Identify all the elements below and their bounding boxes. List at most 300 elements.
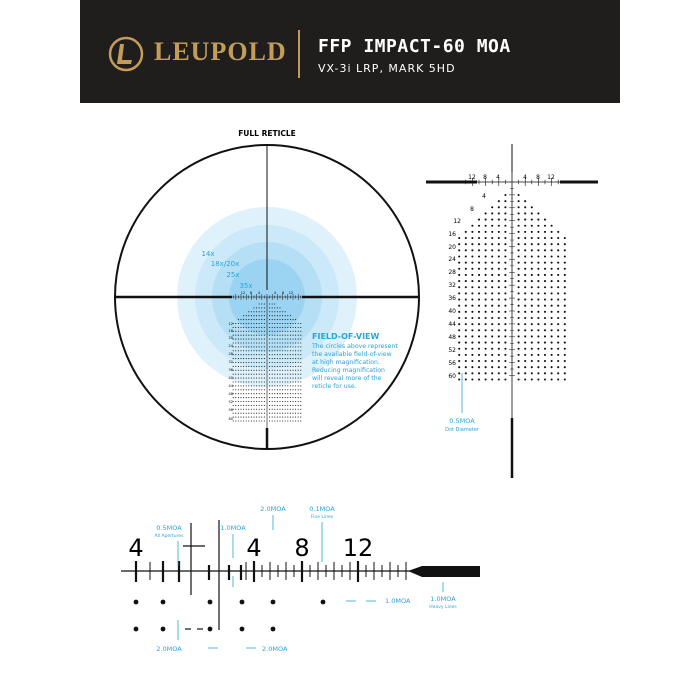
closeup-dot bbox=[271, 627, 276, 632]
mini-dot bbox=[279, 362, 280, 363]
mini-dot bbox=[253, 374, 254, 375]
detail-dot bbox=[518, 317, 520, 319]
mini-dot bbox=[282, 393, 283, 394]
mini-dot bbox=[235, 413, 236, 414]
mini-dot bbox=[298, 405, 299, 406]
mini-dot bbox=[269, 366, 270, 367]
mini-dot bbox=[274, 389, 275, 390]
detail-dot bbox=[504, 342, 506, 344]
detail-dot bbox=[564, 286, 566, 288]
detail-dot bbox=[544, 378, 546, 380]
detail-dot bbox=[458, 311, 460, 313]
mini-dot bbox=[274, 405, 275, 406]
mini-dot bbox=[251, 409, 252, 410]
mini-dot bbox=[292, 374, 293, 375]
mini-dot bbox=[240, 327, 241, 328]
mini-dot bbox=[295, 389, 296, 390]
mini-dot bbox=[238, 417, 239, 418]
mini-dot bbox=[290, 323, 291, 324]
detail-dot bbox=[531, 255, 533, 257]
mini-dot bbox=[238, 389, 239, 390]
mini-dot bbox=[259, 303, 260, 304]
mini-dot bbox=[246, 413, 247, 414]
fov-body bbox=[311, 343, 398, 390]
mini-dot bbox=[253, 405, 254, 406]
mini-dot bbox=[256, 409, 257, 410]
mini-dot bbox=[248, 350, 249, 351]
detail-dot bbox=[557, 268, 559, 270]
mini-dot bbox=[279, 354, 280, 355]
mini-dot bbox=[282, 346, 283, 347]
mini-dot bbox=[253, 378, 254, 379]
mini-dot bbox=[295, 397, 296, 398]
detail-dot bbox=[551, 348, 553, 350]
mini-dot bbox=[248, 413, 249, 414]
mini-dot bbox=[259, 319, 260, 320]
mini-dot bbox=[282, 374, 283, 375]
mini-dot bbox=[264, 420, 265, 421]
mini-dot bbox=[261, 323, 262, 324]
mini-dot bbox=[261, 358, 262, 359]
detail-dot bbox=[537, 280, 539, 282]
mini-dot bbox=[248, 346, 249, 347]
detail-dot bbox=[564, 317, 566, 319]
mini-dot bbox=[269, 307, 270, 308]
detail-dot bbox=[478, 243, 480, 245]
mini-dot bbox=[292, 339, 293, 340]
detail-dot bbox=[478, 280, 480, 282]
detail-dot bbox=[544, 280, 546, 282]
mini-dot bbox=[256, 374, 257, 375]
detail-dot bbox=[544, 372, 546, 374]
detail-dot bbox=[564, 366, 566, 368]
mini-dot bbox=[243, 401, 244, 402]
mini-dot bbox=[279, 409, 280, 410]
mini-left-label: 12 bbox=[228, 322, 233, 326]
full-reticle-title: FULL RETICLE bbox=[238, 129, 296, 138]
mini-dot bbox=[264, 409, 265, 410]
mini-dot bbox=[292, 420, 293, 421]
mini-dot bbox=[287, 354, 288, 355]
detail-dot bbox=[491, 348, 493, 350]
mini-dot bbox=[253, 350, 254, 351]
mini-dot bbox=[277, 405, 278, 406]
mini-dot bbox=[298, 366, 299, 367]
mini-dot bbox=[282, 327, 283, 328]
mini-dot bbox=[233, 385, 234, 386]
detail-dot bbox=[518, 280, 520, 282]
detail-dot bbox=[471, 262, 473, 264]
mini-dot bbox=[246, 385, 247, 386]
mini-dot bbox=[251, 397, 252, 398]
mini-dot bbox=[256, 417, 257, 418]
mini-dot bbox=[253, 311, 254, 312]
mini-dot bbox=[274, 339, 275, 340]
detail-dot bbox=[518, 243, 520, 245]
closeup-dot bbox=[240, 600, 245, 605]
mini-dot bbox=[240, 319, 241, 320]
detail-dot bbox=[557, 237, 559, 239]
mini-dot bbox=[269, 362, 270, 363]
mini-dot bbox=[246, 374, 247, 375]
detail-dot bbox=[531, 378, 533, 380]
detail-dot bbox=[465, 249, 467, 251]
callout-value: 2.0MOA bbox=[262, 645, 288, 653]
mini-dot bbox=[251, 378, 252, 379]
detail-dot bbox=[557, 274, 559, 276]
mini-dot bbox=[290, 366, 291, 367]
detail-dot bbox=[471, 231, 473, 233]
mini-dot bbox=[277, 354, 278, 355]
detail-dot bbox=[471, 249, 473, 251]
detail-dot bbox=[491, 206, 493, 208]
mini-dot bbox=[277, 378, 278, 379]
detail-dot bbox=[491, 212, 493, 214]
detail-dot bbox=[537, 311, 539, 313]
mini-dot bbox=[261, 413, 262, 414]
mini-dot bbox=[290, 350, 291, 351]
detail-dot bbox=[537, 249, 539, 251]
detail-dot bbox=[564, 335, 566, 337]
mini-dot bbox=[246, 401, 247, 402]
mini-dot bbox=[274, 393, 275, 394]
detail-dot bbox=[544, 231, 546, 233]
mini-dot bbox=[279, 342, 280, 343]
mini-dot bbox=[233, 381, 234, 382]
detail-dot bbox=[518, 249, 520, 251]
mini-dot bbox=[233, 350, 234, 351]
mini-dot bbox=[238, 339, 239, 340]
mini-dot bbox=[233, 335, 234, 336]
detail-dot bbox=[504, 280, 506, 282]
mini-dot bbox=[246, 405, 247, 406]
mini-top-label: 4 bbox=[273, 291, 277, 295]
mini-dot bbox=[274, 342, 275, 343]
detail-dot bbox=[544, 292, 546, 294]
mini-dot bbox=[243, 327, 244, 328]
mini-dot bbox=[261, 397, 262, 398]
detail-dot bbox=[491, 378, 493, 380]
mini-dot bbox=[290, 354, 291, 355]
mini-dot bbox=[251, 342, 252, 343]
detail-dot bbox=[564, 299, 566, 301]
dot-diameter-value: 0.5MOA bbox=[449, 417, 475, 425]
detail-dot bbox=[458, 243, 460, 245]
closeup-dot bbox=[134, 627, 139, 632]
detail-dot bbox=[537, 335, 539, 337]
mini-dot bbox=[287, 346, 288, 347]
mini-dot bbox=[261, 331, 262, 332]
detail-dot bbox=[544, 255, 546, 257]
mini-dot bbox=[279, 397, 280, 398]
detail-dot bbox=[478, 305, 480, 307]
mini-dot bbox=[272, 409, 273, 410]
detail-dot bbox=[537, 292, 539, 294]
mini-dot bbox=[298, 370, 299, 371]
mini-dot bbox=[246, 397, 247, 398]
mini-dot bbox=[261, 420, 262, 421]
detail-dot bbox=[504, 317, 506, 319]
mini-dot bbox=[279, 311, 280, 312]
detail-dot bbox=[544, 335, 546, 337]
detail-dot bbox=[498, 237, 500, 239]
mini-dot bbox=[251, 311, 252, 312]
mini-dot bbox=[300, 413, 301, 414]
mini-left-label: 40 bbox=[228, 376, 233, 380]
detail-top-label: 4 bbox=[496, 174, 500, 181]
mini-dot bbox=[243, 362, 244, 363]
mini-dot bbox=[282, 362, 283, 363]
mini-dot bbox=[298, 393, 299, 394]
mini-dot bbox=[251, 350, 252, 351]
mini-dot bbox=[298, 354, 299, 355]
mini-dot bbox=[248, 315, 249, 316]
mini-dot bbox=[240, 335, 241, 336]
mini-dot bbox=[282, 401, 283, 402]
mini-dot bbox=[264, 339, 265, 340]
detail-dot bbox=[518, 200, 520, 202]
mini-dot bbox=[238, 409, 239, 410]
mini-dot bbox=[238, 370, 239, 371]
detail-dot bbox=[557, 231, 559, 233]
mini-dot bbox=[235, 401, 236, 402]
detail-dot bbox=[491, 299, 493, 301]
mini-dot bbox=[259, 354, 260, 355]
mini-dot bbox=[277, 370, 278, 371]
mini-dot bbox=[248, 335, 249, 336]
mini-dot bbox=[259, 393, 260, 394]
callout-sub: Heavy Lines bbox=[429, 605, 457, 610]
mini-dot bbox=[300, 346, 301, 347]
mini-dot bbox=[248, 397, 249, 398]
mini-dot bbox=[264, 335, 265, 336]
mini-dot bbox=[298, 327, 299, 328]
mini-dot bbox=[274, 327, 275, 328]
detail-dot bbox=[485, 335, 487, 337]
mini-dot bbox=[282, 315, 283, 316]
detail-dot bbox=[524, 225, 526, 227]
mini-dot bbox=[233, 323, 234, 324]
mini-dot bbox=[248, 319, 249, 320]
mini-dot bbox=[264, 319, 265, 320]
detail-left-label: 24 bbox=[448, 256, 456, 263]
detail-dot bbox=[537, 243, 539, 245]
detail-dot bbox=[478, 299, 480, 301]
mini-dot bbox=[290, 335, 291, 336]
detail-dot bbox=[465, 274, 467, 276]
mini-dot bbox=[243, 370, 244, 371]
mini-dot bbox=[251, 346, 252, 347]
mini-dot bbox=[253, 417, 254, 418]
fov-body-line: The circles above represent bbox=[312, 343, 398, 350]
detail-dot bbox=[544, 329, 546, 331]
mini-dot bbox=[251, 385, 252, 386]
mini-dot bbox=[285, 362, 286, 363]
mini-dot bbox=[256, 381, 257, 382]
mini-dot bbox=[272, 393, 273, 394]
detail-dot bbox=[531, 286, 533, 288]
mini-dot bbox=[243, 339, 244, 340]
mini-dot bbox=[251, 413, 252, 414]
detail-dot bbox=[524, 366, 526, 368]
detail-dot bbox=[551, 317, 553, 319]
mini-dot bbox=[243, 378, 244, 379]
detail-dot bbox=[537, 255, 539, 257]
mini-dot bbox=[246, 327, 247, 328]
detail-dot bbox=[524, 268, 526, 270]
detail-dot bbox=[478, 335, 480, 337]
mini-dot bbox=[279, 374, 280, 375]
mini-dot bbox=[259, 397, 260, 398]
detail-dot bbox=[524, 360, 526, 362]
detail-dot bbox=[485, 348, 487, 350]
closeup-dots bbox=[134, 600, 326, 632]
mini-dot bbox=[251, 323, 252, 324]
mini-dot bbox=[279, 335, 280, 336]
mini-dot bbox=[259, 327, 260, 328]
mini-dot bbox=[285, 381, 286, 382]
mini-dot bbox=[259, 417, 260, 418]
mini-dot bbox=[253, 319, 254, 320]
detail-dot bbox=[551, 243, 553, 245]
mini-dot bbox=[282, 420, 283, 421]
detail-dot bbox=[537, 274, 539, 276]
mini-dot bbox=[238, 362, 239, 363]
mini-dot bbox=[292, 393, 293, 394]
detail-dot bbox=[465, 292, 467, 294]
mini-dot bbox=[287, 327, 288, 328]
detail-dot bbox=[557, 255, 559, 257]
mini-dot bbox=[272, 374, 273, 375]
detail-dot bbox=[478, 323, 480, 325]
detail-left-labels bbox=[448, 193, 486, 380]
detail-dot bbox=[478, 372, 480, 374]
mini-dot bbox=[261, 385, 262, 386]
mini-dot bbox=[240, 362, 241, 363]
detail-dot bbox=[524, 354, 526, 356]
detail-dot bbox=[465, 354, 467, 356]
detail-dot bbox=[524, 348, 526, 350]
closeup-dot bbox=[161, 600, 166, 605]
mini-dot bbox=[287, 362, 288, 363]
mini-dot bbox=[256, 319, 257, 320]
mini-dot bbox=[300, 366, 301, 367]
mini-dot bbox=[251, 335, 252, 336]
detail-dot bbox=[485, 212, 487, 214]
mini-dot bbox=[256, 350, 257, 351]
detail-dot bbox=[518, 219, 520, 221]
detail-dot bbox=[551, 262, 553, 264]
detail-dot bbox=[564, 378, 566, 380]
mini-dot bbox=[264, 350, 265, 351]
detail-dot bbox=[471, 280, 473, 282]
closeup-heavy-post bbox=[408, 566, 480, 577]
detail-dot bbox=[557, 342, 559, 344]
mini-dot bbox=[259, 401, 260, 402]
mini-dot bbox=[256, 358, 257, 359]
mini-dot bbox=[253, 342, 254, 343]
mini-dot bbox=[295, 327, 296, 328]
mini-dot bbox=[238, 393, 239, 394]
mini-dot bbox=[253, 409, 254, 410]
detail-dot bbox=[531, 335, 533, 337]
detail-dot bbox=[551, 268, 553, 270]
detail-dot bbox=[491, 354, 493, 356]
detail-dot bbox=[551, 360, 553, 362]
mini-dot bbox=[298, 420, 299, 421]
mini-dot bbox=[269, 420, 270, 421]
mini-dot bbox=[235, 342, 236, 343]
detail-dot bbox=[537, 348, 539, 350]
mini-dot bbox=[295, 393, 296, 394]
mini-dot bbox=[287, 319, 288, 320]
mini-dot bbox=[233, 374, 234, 375]
mini-dot bbox=[243, 335, 244, 336]
detail-dot bbox=[491, 311, 493, 313]
mini-dot bbox=[233, 366, 234, 367]
mini-dot bbox=[277, 397, 278, 398]
mini-dot bbox=[246, 366, 247, 367]
mini-dot bbox=[279, 307, 280, 308]
closeup-dot bbox=[321, 600, 326, 605]
mini-dot bbox=[251, 389, 252, 390]
detail-dot bbox=[504, 311, 506, 313]
mini-dot bbox=[282, 354, 283, 355]
detail-dot bbox=[491, 342, 493, 344]
detail-dot bbox=[491, 274, 493, 276]
detail-left-label: 40 bbox=[448, 308, 456, 315]
detail-dot bbox=[504, 249, 506, 251]
detail-dot bbox=[491, 249, 493, 251]
detail-dot bbox=[504, 348, 506, 350]
detail-dot bbox=[557, 360, 559, 362]
fov-body-line: reticle for use. bbox=[312, 383, 357, 390]
detail-dot bbox=[485, 342, 487, 344]
mini-dot bbox=[298, 362, 299, 363]
mini-dot bbox=[256, 366, 257, 367]
mini-dot bbox=[287, 335, 288, 336]
mini-dot bbox=[240, 354, 241, 355]
mini-dot bbox=[274, 397, 275, 398]
detail-dot bbox=[491, 262, 493, 264]
mini-dot bbox=[261, 393, 262, 394]
detail-dot bbox=[531, 299, 533, 301]
detail-dot bbox=[518, 286, 520, 288]
mini-dot bbox=[298, 350, 299, 351]
detail-dot bbox=[485, 225, 487, 227]
mini-dot bbox=[282, 370, 283, 371]
mini-dot bbox=[248, 417, 249, 418]
mini-dot bbox=[277, 362, 278, 363]
detail-dot bbox=[564, 311, 566, 313]
detail-dot bbox=[458, 237, 460, 239]
mini-dot bbox=[300, 374, 301, 375]
detail-dot bbox=[524, 237, 526, 239]
mini-dot bbox=[253, 393, 254, 394]
mini-dot bbox=[256, 405, 257, 406]
mini-dot bbox=[277, 331, 278, 332]
detail-dot bbox=[485, 372, 487, 374]
mini-dot bbox=[240, 420, 241, 421]
detail-dot bbox=[498, 231, 500, 233]
mini-dot bbox=[282, 350, 283, 351]
mini-dot bbox=[269, 393, 270, 394]
mini-top-label: 8 bbox=[249, 291, 253, 295]
mini-dot bbox=[251, 374, 252, 375]
detail-dot bbox=[498, 329, 500, 331]
detail-dot bbox=[564, 280, 566, 282]
mini-dot bbox=[279, 378, 280, 379]
